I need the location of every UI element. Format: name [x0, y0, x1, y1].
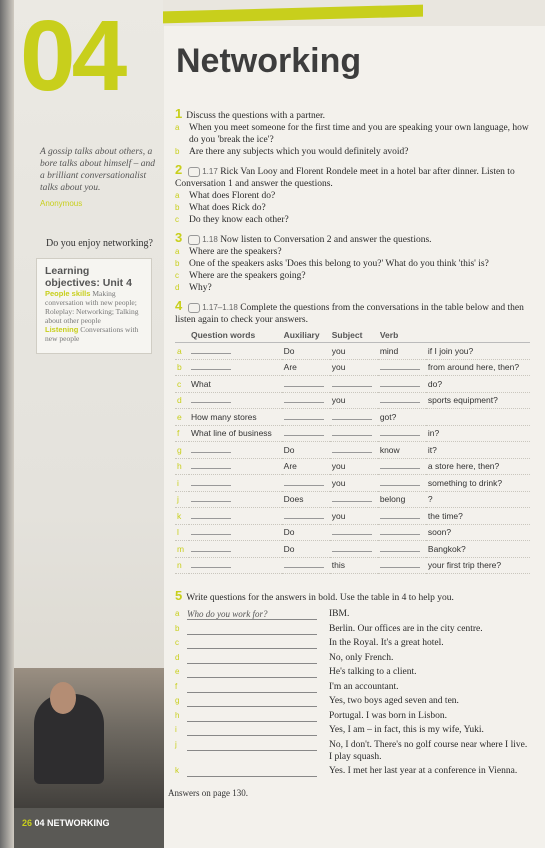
page-number: 26	[22, 818, 33, 828]
quote-author: Anonymous	[40, 199, 83, 208]
table-cell: do?	[426, 376, 530, 393]
list-item	[175, 681, 530, 696]
table-row	[175, 343, 530, 360]
quote	[40, 146, 158, 210]
table-cell[interactable]	[378, 359, 426, 376]
table-cell[interactable]	[378, 508, 426, 525]
footer-unit: 04 NETWORKING	[34, 818, 110, 828]
list-item	[175, 608, 530, 623]
table-cell[interactable]	[330, 541, 378, 558]
exercises	[175, 108, 530, 580]
table-cell[interactable]	[330, 491, 378, 508]
answer-text: No, I don't. There's no golf course near where I live. I play squash.	[329, 739, 528, 762]
table-cell: you	[330, 508, 378, 525]
row-letter: h	[175, 458, 189, 475]
question-table	[175, 328, 530, 574]
table-row	[175, 442, 530, 459]
answer-line[interactable]	[187, 724, 317, 736]
list-item	[175, 623, 530, 638]
list-item	[175, 666, 530, 681]
table-cell[interactable]	[282, 508, 330, 525]
row-letter: l	[175, 524, 189, 541]
page-title: Networking	[176, 42, 362, 80]
table-header: Question words	[189, 328, 282, 343]
table-cell[interactable]	[189, 541, 282, 558]
table-cell[interactable]	[378, 376, 426, 393]
objective-line: Listening Conversations with new people	[45, 325, 139, 343]
list-item: d Why?	[175, 283, 212, 293]
section-4: 4 1.17–1.18 Complete the questions from the conversations in the table below and then listen again to check your answers. Question words Auxiliary Subject Verb a Do you mind if I join you? b Are you from around here, then? c What do? d you sports equipment? e How many stores got? f What line of business in? g Do know it? h Are you a store here, then? i you something to drink? j Does belong ? k you the time? l Do soon? m Do Bangkok? n this your first trip there?	[175, 300, 530, 574]
table-cell: Does	[282, 491, 330, 508]
table-cell[interactable]	[378, 524, 426, 541]
table-cell: sports equipment?	[426, 392, 530, 409]
table-cell[interactable]	[189, 557, 282, 574]
table-cell: Do	[282, 343, 330, 360]
table-cell[interactable]	[330, 442, 378, 459]
row-letter: a	[175, 343, 189, 360]
book-spine	[0, 0, 14, 848]
table-cell: you	[330, 475, 378, 492]
table-cell: you	[330, 392, 378, 409]
table-header: Verb	[378, 328, 426, 343]
accent-stripe	[163, 5, 423, 24]
table-cell[interactable]	[426, 409, 530, 426]
row-letter: j	[175, 491, 189, 508]
audio-cd-icon[interactable]	[188, 167, 200, 177]
answers-note: Answers on page 130.	[168, 788, 248, 798]
answer-text: Portugal. I was born in Lisbon.	[329, 710, 447, 721]
list-item	[175, 765, 530, 791]
item-letter: e	[175, 667, 180, 676]
quote-text: A gossip talks about others, a bore talks about himself – and a brilliant conversationalist talks about you.	[40, 147, 155, 193]
table-header: Subject	[330, 328, 378, 343]
table-cell: mind	[378, 343, 426, 360]
table-row	[175, 508, 530, 525]
list-item: b Are there any subjects which you would definitely avoid?	[175, 147, 409, 157]
audio-cd-icon[interactable]	[188, 303, 200, 313]
table-cell[interactable]	[189, 343, 282, 360]
table-cell[interactable]	[378, 458, 426, 475]
table-row	[175, 409, 530, 426]
table-row	[175, 524, 530, 541]
section-1: 1 Discuss the questions with a partner. a When you meet someone for the first time and you are speaking your own language, how do you 'break the ice'? b Are there any subjects which you would definitely avoid?	[175, 106, 529, 157]
list-item: c Do they know each other?	[175, 215, 289, 225]
item-letter: j	[175, 739, 177, 749]
table-cell[interactable]	[189, 392, 282, 409]
table-row	[175, 475, 530, 492]
answer-text: No, only French.	[329, 652, 394, 663]
row-letter: b	[175, 359, 189, 376]
list-item: b What does Rick do?	[175, 203, 266, 213]
answer-line[interactable]	[187, 681, 317, 693]
objective-line: People skills Making conversation with new people; Roleplay: Networking; Talking about other people	[45, 289, 139, 325]
table-cell: Bangkok?	[426, 541, 530, 558]
table-row	[175, 541, 530, 558]
table-cell: in?	[426, 425, 530, 442]
table-cell: Are	[282, 458, 330, 475]
row-letter: e	[175, 409, 189, 426]
list-item	[175, 739, 530, 765]
item-letter: f	[175, 681, 178, 691]
table-header: Auxiliary	[282, 328, 330, 343]
table-cell[interactable]	[378, 425, 426, 442]
table-cell[interactable]	[189, 458, 282, 475]
answer-line[interactable]	[187, 637, 317, 649]
table-cell[interactable]	[378, 475, 426, 492]
table-cell[interactable]	[378, 541, 426, 558]
table-cell[interactable]	[282, 409, 330, 426]
table-cell[interactable]	[189, 491, 282, 508]
answer-line[interactable]	[187, 623, 317, 635]
table-row	[175, 376, 530, 393]
list-item: a What does Florent do?	[175, 191, 276, 201]
table-cell: Are	[282, 359, 330, 376]
table-cell: belong	[378, 491, 426, 508]
table-cell: soon?	[426, 524, 530, 541]
list-item: a When you meet someone for the first time and you are speaking your own language, how do you 'break the ice'?	[175, 123, 529, 145]
table-cell[interactable]	[189, 475, 282, 492]
table-cell[interactable]	[330, 376, 378, 393]
table-cell[interactable]	[189, 442, 282, 459]
table-cell[interactable]	[282, 425, 330, 442]
table-cell: Do	[282, 524, 330, 541]
table-cell: you	[330, 343, 378, 360]
answer-line[interactable]	[187, 710, 317, 722]
answer-text: I'm an accountant.	[329, 681, 399, 692]
row-letter: k	[175, 508, 189, 525]
table-row	[175, 359, 530, 376]
table-cell[interactable]	[330, 409, 378, 426]
row-letter: f	[175, 425, 189, 442]
list-item	[175, 710, 530, 725]
answer-line[interactable]: Who do you work for?	[187, 608, 317, 620]
section-2: 2 1.17 Rick Van Looy and Florent Rondele meet in a hotel bar after dinner. Listen to Conversation 1 and answer the questions. a What does Florent do? b What does Rick do? c Do they know each other?	[175, 164, 530, 226]
list-item: c Where are the speakers going?	[175, 271, 306, 281]
answer-text: Berlin. Our offices are in the city centre.	[329, 623, 483, 634]
item-letter: g	[175, 696, 180, 705]
table-row	[175, 425, 530, 442]
top-banner	[163, 0, 545, 26]
table-cell: this	[330, 557, 378, 574]
row-letter: i	[175, 475, 189, 492]
item-letter: k	[175, 765, 179, 775]
table-cell: ?	[426, 491, 530, 508]
table-cell[interactable]	[189, 524, 282, 541]
section-5: 5 Write questions for the answers in bold. Use the table in 4 to help you. a Who do you work for? IBM. b Berlin. Our offices are in the city centre. c In the Royal. It's a great hotel. d No, only French. e He's talking to a client. f I'm an accountant. g Yes, two boys aged seven and ten. h Portugal. I was born in Lisbon. i Yes, I am – in fact, this is my wife, Yuki. j No, I don't. There's no golf course near where I live. I play squash. k Yes. I met her last year at a conference in Vienna.	[175, 590, 530, 791]
row-letter: g	[175, 442, 189, 459]
table-cell: the time?	[426, 508, 530, 525]
table-row	[175, 458, 530, 475]
table-cell: a store here, then?	[426, 458, 530, 475]
list-item	[175, 695, 530, 710]
list-item	[175, 724, 530, 739]
answer-line[interactable]	[187, 739, 317, 751]
item-letter: d	[175, 652, 180, 662]
table-cell[interactable]	[282, 392, 330, 409]
table-row	[175, 491, 530, 508]
man-head	[50, 682, 76, 714]
answer-line[interactable]	[187, 695, 317, 707]
table-cell: What	[189, 376, 282, 393]
list-item	[175, 652, 530, 667]
table-cell: got?	[378, 409, 426, 426]
enjoy-question: Do you enjoy networking?	[46, 238, 153, 249]
table-cell[interactable]	[378, 392, 426, 409]
item-letter: a	[175, 609, 180, 618]
table-header	[426, 328, 530, 343]
row-letter: m	[175, 541, 189, 558]
list-item	[175, 637, 530, 652]
answer-text: Yes, two boys aged seven and ten.	[329, 696, 459, 706]
table-cell[interactable]	[282, 557, 330, 574]
answer-text: In the Royal. It's a great hotel.	[329, 638, 444, 648]
item-letter: b	[175, 623, 180, 633]
objectives-heading: Learning objectives: Unit 4	[45, 265, 132, 289]
table-cell[interactable]	[378, 557, 426, 574]
table-cell: How many stores	[189, 409, 282, 426]
section-3: 3 1.18 Now listen to Conversation 2 and answer the questions. a Where are the speakers? b One of the speakers asks 'Does this belong to you?' What do you think 'this' is? c Where are the speakers going? d Why?	[175, 232, 530, 294]
table-cell: your first trip there?	[426, 557, 530, 574]
table-cell: it?	[426, 442, 530, 459]
table-row	[175, 392, 530, 409]
table-row	[175, 557, 530, 574]
list-item: b One of the speakers asks 'Does this belong to you?' What do you think 'this' is?	[175, 259, 489, 269]
table-cell[interactable]	[282, 475, 330, 492]
item-letter: c	[175, 638, 179, 647]
answer-text: Yes. I met her last year at a conference in Vienna.	[329, 765, 518, 776]
table-cell: What line of business	[189, 425, 282, 442]
table-cell: Do	[282, 442, 330, 459]
table-cell: from around here, then?	[426, 359, 530, 376]
row-letter: d	[175, 392, 189, 409]
page-footer	[14, 808, 164, 848]
answer-line[interactable]	[187, 666, 317, 678]
table-cell: Do	[282, 541, 330, 558]
table-cell[interactable]	[330, 425, 378, 442]
answer-text: IBM.	[329, 609, 350, 619]
answer-text: He's talking to a client.	[329, 667, 417, 677]
table-cell: know	[378, 442, 426, 459]
audio-cd-icon[interactable]	[188, 235, 200, 245]
table-cell[interactable]	[330, 524, 378, 541]
item-letter: h	[175, 710, 180, 720]
unit-number: 04	[20, 0, 124, 112]
table-cell: something to drink?	[426, 475, 530, 492]
table-cell[interactable]	[189, 359, 282, 376]
answer-line[interactable]	[187, 652, 317, 664]
table-cell[interactable]	[189, 508, 282, 525]
row-letter: c	[175, 376, 189, 393]
answer-text: Yes, I am – in fact, this is my wife, Yuki.	[329, 725, 484, 735]
list-item: a Where are the speakers?	[175, 247, 282, 257]
table-cell[interactable]	[282, 376, 330, 393]
businessman-photo	[14, 668, 164, 818]
answer-line[interactable]	[187, 765, 317, 777]
table-cell: if I join you?	[426, 343, 530, 360]
table-cell: you	[330, 458, 378, 475]
row-letter: n	[175, 557, 189, 574]
table-cell: you	[330, 359, 378, 376]
item-letter: i	[175, 725, 177, 734]
learning-objectives-box	[36, 258, 152, 354]
